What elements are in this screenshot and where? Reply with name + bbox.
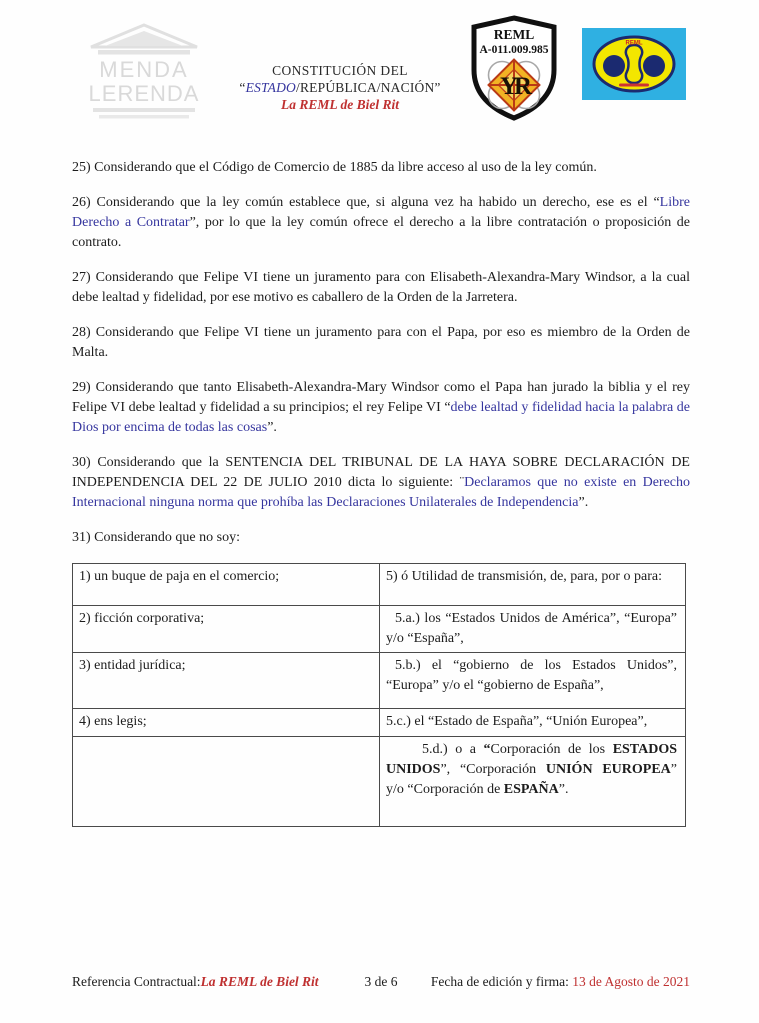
paragraph-26 bbox=[72, 193, 690, 253]
reml-shield-icon bbox=[468, 14, 560, 122]
text-run: Libre Derecho a Contratar bbox=[72, 195, 690, 230]
text-run: 30) Considerando que la SENTENCIA DEL TRIBUNAL DE LA HAYA SOBRE DECLARACIÓN DE INDEPENDENCIA DEL 22 DE JULIO 2010 dicta lo siguiente: ¨ bbox=[72, 455, 690, 490]
text-run: /REPÚBLICA/NACIÓN” bbox=[296, 80, 441, 95]
text-run: 5) ó Utilidad de transmisión, de, para, por o para: bbox=[386, 569, 663, 584]
text-run: 5.a.) los “Estados Unidos de América”, “Europa” y/o “España”, bbox=[386, 611, 677, 646]
table-row-2 bbox=[73, 606, 686, 653]
text-run: ”, por lo que la ley común ofrece el derecho a la libre contratación o proposición de contrato. bbox=[72, 215, 690, 250]
paragraph-29 bbox=[72, 378, 690, 438]
title-line-1: CONSTITUCIÓN DEL bbox=[272, 63, 408, 78]
title-line-3: La REML de Biel Rit bbox=[281, 97, 399, 112]
page-footer bbox=[72, 973, 690, 991]
flag-reml-text: REML bbox=[625, 40, 643, 47]
text-run: 5.d.) o a bbox=[422, 742, 484, 757]
text-run: 28) Considerando que Felipe VI tiene un juramento para con el Papa, por eso es miembro de la Orden de Malta. bbox=[72, 325, 690, 360]
text-run: 5.b.) el “gobierno de los Estados Unidos”, “Europa” y/o el “gobierno de España”, bbox=[386, 658, 677, 693]
text-run: 5.c.) el “Estado de España”, “Unión Europea”, bbox=[386, 714, 648, 729]
table-cell bbox=[73, 653, 380, 709]
text-run: “ bbox=[483, 742, 491, 757]
table-cell bbox=[73, 737, 380, 827]
title-line-2 bbox=[200, 79, 480, 96]
paragraph-30 bbox=[72, 453, 690, 513]
table-cell bbox=[73, 606, 380, 653]
page-header bbox=[0, 0, 759, 128]
table-row-1 bbox=[73, 564, 686, 606]
paragraph-25 bbox=[72, 158, 690, 178]
table-cell bbox=[380, 564, 686, 606]
document-title bbox=[200, 62, 480, 113]
table-cell bbox=[73, 709, 380, 737]
text-run: 1) un buque de paja en el comercio; bbox=[79, 569, 280, 584]
menda-lerenda-logo bbox=[85, 22, 203, 122]
table-cell bbox=[73, 564, 380, 606]
flag-link-icon bbox=[626, 45, 642, 83]
menda-text: MENDA bbox=[99, 57, 189, 82]
text-run: 3) entidad jurídica; bbox=[79, 658, 186, 673]
text-run: Fecha de edición y firma: bbox=[430, 974, 573, 989]
paragraph-27 bbox=[72, 268, 690, 308]
table-row-4 bbox=[73, 709, 686, 737]
text-run: 26) Considerando que la ley común establece que, si alguna vez ha habido un derecho, ese es el “ bbox=[72, 195, 660, 210]
text-run: ESTADO bbox=[245, 80, 297, 95]
text-run: 13 de Agosto de 2021 bbox=[572, 974, 690, 989]
considerations-table bbox=[72, 563, 686, 827]
text-run: ”. bbox=[578, 495, 589, 510]
text-run: UNIÓN EUROPEA bbox=[545, 762, 671, 777]
text-run: ”. bbox=[267, 420, 277, 435]
shield-number-text: A-011.009.985 bbox=[479, 44, 549, 56]
text-run: 25) Considerando que el Código de Comercio de 1885 da libre acceso al uso de la ley común. bbox=[72, 160, 597, 175]
text-run: Corporación de los bbox=[490, 742, 613, 757]
table-cell bbox=[380, 606, 686, 653]
table-row-3 bbox=[73, 653, 686, 709]
text-run: ”. bbox=[558, 782, 569, 797]
table-cell bbox=[380, 737, 686, 827]
text-run: La REML de Biel Rit bbox=[200, 974, 319, 989]
flag-motto-mark bbox=[619, 84, 649, 87]
reml-flag-icon bbox=[582, 28, 686, 100]
text-run: ESTADOS UNIDOS bbox=[386, 742, 678, 777]
text-run: ESPAÑA bbox=[503, 782, 559, 797]
lerenda-text: LERENDA bbox=[88, 81, 200, 106]
shield-monogram-icon: YR bbox=[499, 73, 529, 100]
text-run: 4) ens legis; bbox=[79, 714, 147, 729]
text-run: 27) Considerando que Felipe VI tiene un juramento para con Elisabeth-Alexandra-Mary Windsor, a la cual debe lealtad y fidelidad, por ese motivo es caballero de la Orden de la Jarretera. bbox=[72, 270, 690, 305]
text-run: Declaramos que no existe en Derecho Internacional ninguna norma que prohíba las Declaraciones Unilaterales de Independencia bbox=[72, 475, 690, 510]
paragraph-28 bbox=[72, 323, 690, 363]
document-body bbox=[72, 158, 690, 827]
paragraph-list bbox=[72, 158, 690, 548]
paragraph-31 bbox=[72, 528, 690, 548]
text-run: ” y/o “Corporación de bbox=[386, 762, 677, 797]
footer-edition-date bbox=[431, 973, 690, 991]
text-run: debe lealtad y fidelidad hacia la palabra de Dios por encima de todas las cosas bbox=[72, 400, 691, 435]
table-row-5 bbox=[73, 737, 686, 827]
text-run: 29) Considerando que tanto Elisabeth-Alexandra-Mary Windsor como el Papa han jurado la biblia y el rey Felipe VI debe lealtad y fidelidad a su principios; el rey Felipe VI “ bbox=[72, 380, 690, 415]
text-run: 31) Considerando que no soy: bbox=[72, 530, 240, 545]
text-run: “ bbox=[239, 80, 246, 95]
text-run: Referencia Contractual: bbox=[72, 974, 201, 989]
text-run: 2) ficción corporativa; bbox=[79, 611, 205, 626]
footer-page-number: 3 de 6 bbox=[364, 974, 398, 989]
footer-contract-reference bbox=[72, 973, 319, 991]
table-cell bbox=[380, 709, 686, 737]
table-cell bbox=[380, 653, 686, 709]
shield-reml-text: REML bbox=[493, 27, 535, 42]
text-run: ”, “Corporación bbox=[440, 762, 546, 777]
